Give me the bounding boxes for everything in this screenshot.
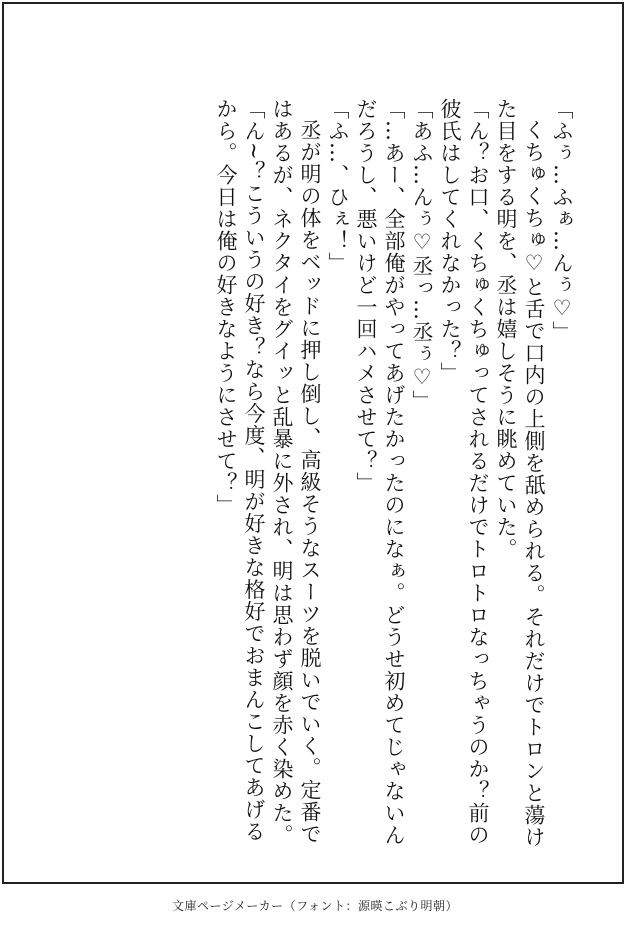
paragraph-8: 「ん~？こういうの好き？なら今度、明が好きな格好でおまんこしてあげるから。今日は俺の好きなようにさせて？」	[214, 98, 266, 843]
paragraph-1: 「ふぅ…ふぁ…んぅ♡」	[550, 98, 574, 343]
paragraph-7: 丞が明の体をベッドに押し倒し、高級そうなスーツを脱いでいく。定番ではあるが、ネクタイをグイッと乱暴に外され、明は思わず顔を赤く染めた。	[270, 98, 322, 846]
paragraph-3: 「ん？お口、くちゅくちゅってされるだけでトロトロなっちゃうのか？前の彼氏はしてくれなかった？」	[438, 98, 490, 846]
paragraph-2: くちゅくちゅ♡と舌で口内の上側を舐められる。それだけでトロンと蕩けた目をする明を、丞は嬉しそうに眺めていた。	[494, 98, 546, 848]
vertical-text-body	[72, 98, 576, 848]
footer-credit: 文庫ページメーカー（フォント：源暎こぶり明朝）	[171, 899, 459, 913]
paragraph-4: 「あふ…んぅ♡丞っ…丞ぅ♡」	[410, 98, 434, 412]
paragraph-6: 「ふ…、ひぇ！」	[326, 98, 350, 274]
page-frame	[2, 2, 624, 884]
paragraph-5: 「…あー、全部俺がやってあげたかったのになぁ。どうせ初めてじゃないんだろうし、悪いけど一回ハメさせて？」	[354, 98, 406, 846]
